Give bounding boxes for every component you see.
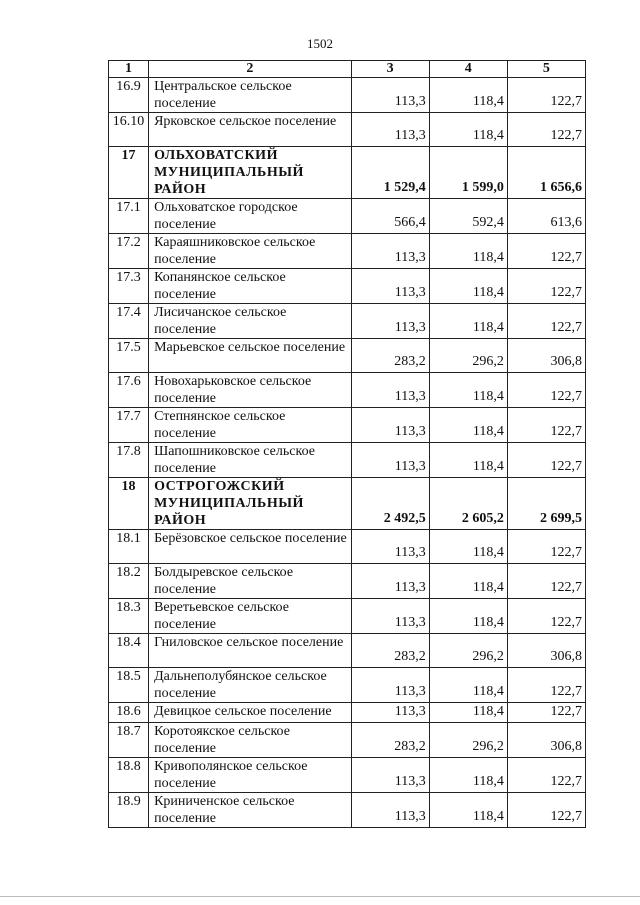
row-value-col4: 118,4 [429,408,507,443]
row-name: Веретьевское сельское поселение [149,599,352,634]
table-row [109,758,586,793]
row-name: Ольховатское городское поселение [149,199,352,234]
row-name: Дальнеполубянское сельское поселение [149,668,352,703]
table-row-district [109,478,586,530]
row-number: 17.2 [109,234,149,269]
row-value-col3: 283,2 [351,634,429,668]
table-row [109,339,586,373]
row-value-col4: 1 599,0 [429,147,507,199]
row-name: Караяшниковское сельское поселение [149,234,352,269]
row-value-col4: 118,4 [429,758,507,793]
row-name: Берёзовское сельское поселение [149,530,352,564]
row-number: 17.4 [109,304,149,339]
row-value-col4: 296,2 [429,339,507,373]
row-value-col5: 306,8 [507,634,585,668]
row-value-col4: 118,4 [429,234,507,269]
row-value-col3: 113,3 [351,668,429,703]
row-value-col5: 1 656,6 [507,147,585,199]
row-number: 18.8 [109,758,149,793]
row-number: 18.1 [109,530,149,564]
row-value-col4: 118,4 [429,599,507,634]
row-number: 16.10 [109,113,149,147]
row-value-col4: 118,4 [429,564,507,599]
header-col-3: 3 [351,61,429,78]
row-value-col3: 283,2 [351,339,429,373]
row-value-col5: 122,7 [507,564,585,599]
table-header-row [109,61,586,78]
row-number: 18.7 [109,723,149,758]
table-row [109,199,586,234]
row-value-col4: 296,2 [429,634,507,668]
table-row [109,668,586,703]
footer-divider [0,896,640,897]
row-name: Болдыревское сельское поселение [149,564,352,599]
row-value-col3: 113,3 [351,373,429,408]
row-name: Ярковское сельское поселение [149,113,352,147]
row-number: 17.1 [109,199,149,234]
row-value-col3: 113,3 [351,564,429,599]
row-number: 18.9 [109,793,149,828]
row-number: 18.4 [109,634,149,668]
row-value-col4: 118,4 [429,793,507,828]
row-value-col4: 118,4 [429,703,507,723]
row-name: ОЛЬХОВАТСКИЙ МУНИЦИПАЛЬНЫЙ РАЙОН [149,147,352,199]
table-row-district [109,147,586,199]
row-value-col3: 1 529,4 [351,147,429,199]
table-row [109,304,586,339]
row-number: 17.6 [109,373,149,408]
row-value-col3: 113,3 [351,443,429,478]
table-row [109,408,586,443]
table-body [109,78,586,828]
row-value-col3: 113,3 [351,113,429,147]
row-name: Центральское сельское поселение [149,78,352,113]
row-value-col3: 113,3 [351,703,429,723]
page-number: 1502 [307,36,333,51]
row-name: Новохарьковское сельское поселение [149,373,352,408]
row-value-col3: 566,4 [351,199,429,234]
row-number: 17.7 [109,408,149,443]
row-value-col3: 113,3 [351,599,429,634]
row-value-col5: 122,7 [507,234,585,269]
row-value-col5: 122,7 [507,78,585,113]
table-row [109,78,586,113]
row-value-col5: 613,6 [507,199,585,234]
row-value-col5: 306,8 [507,723,585,758]
row-value-col5: 306,8 [507,339,585,373]
table-row [109,634,586,668]
row-value-col3: 113,3 [351,530,429,564]
row-value-col3: 113,3 [351,758,429,793]
row-name: Лисичанское сельское поселение [149,304,352,339]
row-value-col4: 118,4 [429,373,507,408]
row-number: 18 [109,478,149,530]
row-number: 18.5 [109,668,149,703]
row-value-col5: 122,7 [507,408,585,443]
row-value-col4: 2 605,2 [429,478,507,530]
row-value-col3: 113,3 [351,793,429,828]
table-row [109,113,586,147]
row-name: Коротоякское сельское поселение [149,723,352,758]
row-value-col4: 118,4 [429,668,507,703]
row-number: 18.6 [109,703,149,723]
table-row [109,443,586,478]
row-name: Девицкое сельское поселение [149,703,352,723]
row-value-col3: 2 492,5 [351,478,429,530]
row-name: Марьевское сельское поселение [149,339,352,373]
row-name: Криниченское сельское поселение [149,793,352,828]
row-value-col5: 122,7 [507,269,585,304]
row-value-col5: 122,7 [507,373,585,408]
table-row [109,599,586,634]
table-row [109,793,586,828]
row-value-col5: 122,7 [507,113,585,147]
row-number: 18.2 [109,564,149,599]
row-value-col4: 118,4 [429,113,507,147]
row-value-col5: 122,7 [507,599,585,634]
table-row [109,530,586,564]
row-value-col3: 113,3 [351,234,429,269]
row-value-col5: 122,7 [507,703,585,723]
row-value-col5: 122,7 [507,530,585,564]
row-value-col3: 113,3 [351,408,429,443]
row-value-col3: 113,3 [351,304,429,339]
row-value-col4: 118,4 [429,443,507,478]
header-col-2: 2 [149,61,352,78]
row-value-col4: 592,4 [429,199,507,234]
row-name: ОСТРОГОЖСКИЙ МУНИЦИПАЛЬНЫЙ РАЙОН [149,478,352,530]
table-row [109,234,586,269]
row-value-col5: 122,7 [507,758,585,793]
row-value-col3: 113,3 [351,269,429,304]
row-value-col5: 122,7 [507,304,585,339]
table-row [109,723,586,758]
row-name: Гниловское сельское поселение [149,634,352,668]
row-number: 17.3 [109,269,149,304]
row-name: Кривополянское сельское поселение [149,758,352,793]
row-number: 17.8 [109,443,149,478]
row-value-col4: 296,2 [429,723,507,758]
row-value-col3: 283,2 [351,723,429,758]
row-value-col5: 122,7 [507,668,585,703]
row-name: Степнянское сельское поселение [149,408,352,443]
row-value-col5: 122,7 [507,793,585,828]
row-name: Копанянское сельское поселение [149,269,352,304]
row-value-col4: 118,4 [429,304,507,339]
row-value-col5: 2 699,5 [507,478,585,530]
row-name: Шапошниковское сельское поселение [149,443,352,478]
table-row [109,564,586,599]
table-row [109,269,586,304]
header-col-1: 1 [109,61,149,78]
header-col-5: 5 [507,61,585,78]
row-value-col5: 122,7 [507,443,585,478]
header-col-4: 4 [429,61,507,78]
row-value-col4: 118,4 [429,78,507,113]
row-number: 16.9 [109,78,149,113]
row-value-col3: 113,3 [351,78,429,113]
row-value-col4: 118,4 [429,530,507,564]
data-table [108,60,586,828]
row-number: 18.3 [109,599,149,634]
row-value-col4: 118,4 [429,269,507,304]
table-row [109,703,586,723]
table-row [109,373,586,408]
row-number: 17.5 [109,339,149,373]
row-number: 17 [109,147,149,199]
